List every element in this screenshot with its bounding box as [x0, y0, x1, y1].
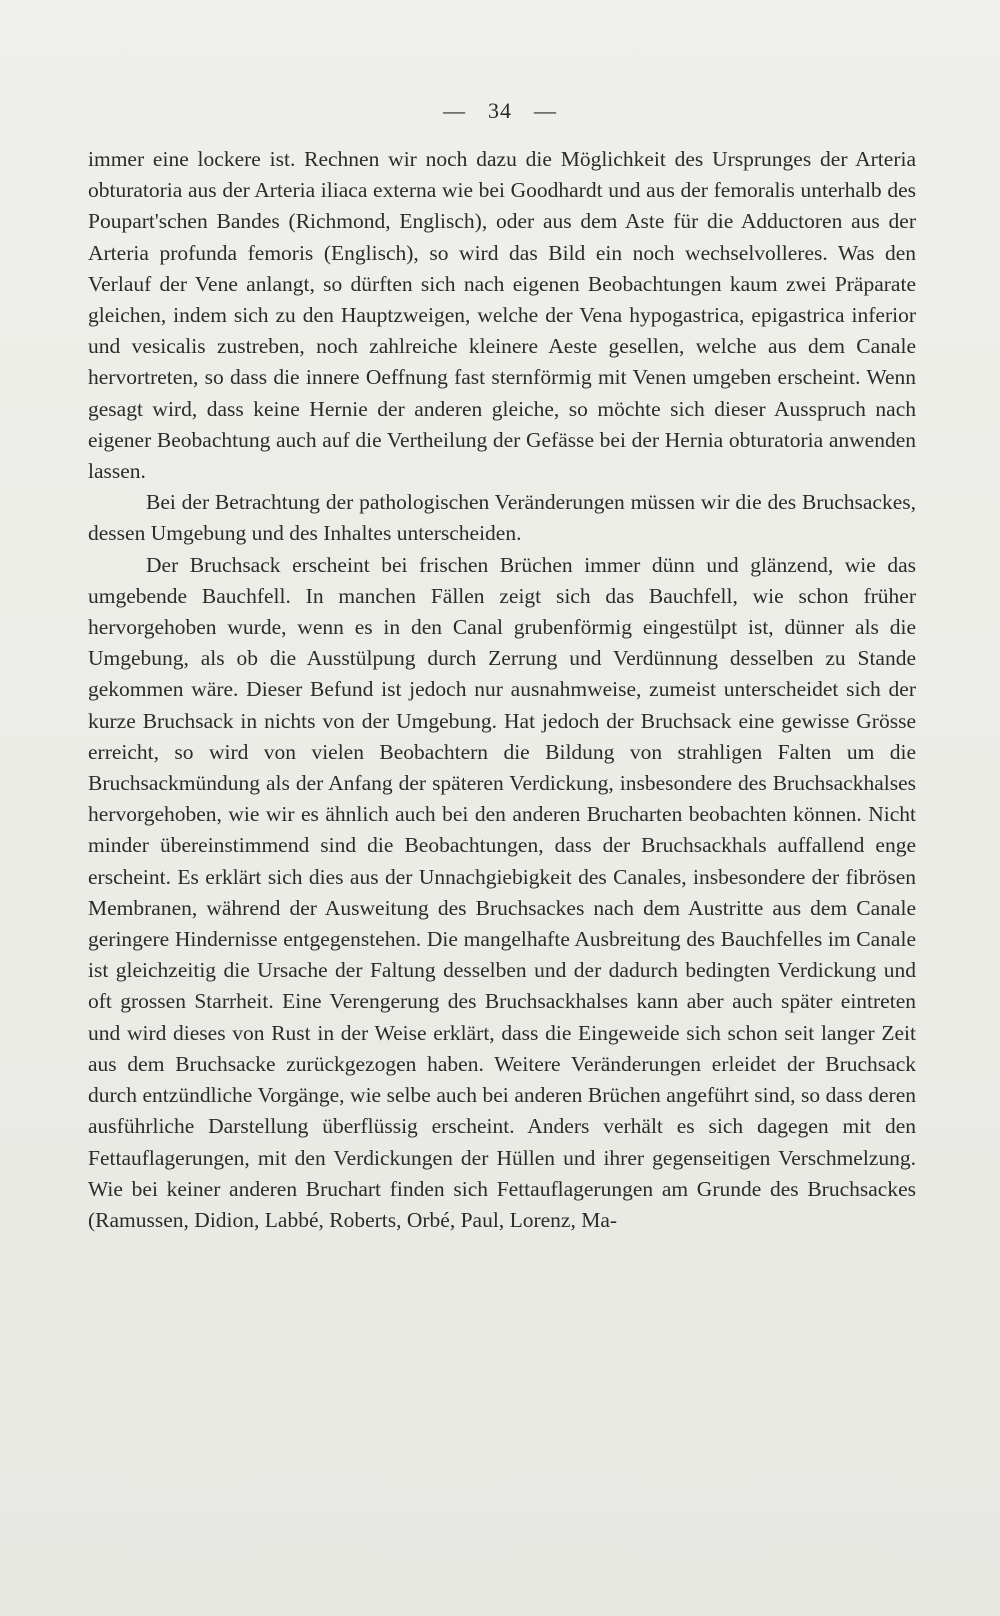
page-number-dash-right: — — [534, 98, 557, 123]
paragraph-1: immer eine lockere ist. Rechnen wir noch dazu die Möglichkeit des Ursprunges der Arteria obturatoria aus der Arteria iliaca externa wie bei Goodhardt und aus der femoralis unterhalb des Poupart'schen Bandes (Richmond, Englisch), oder aus dem Aste für die Adductoren aus der Arteria profunda femoris (Englisch), so wird das Bild ein noch wechselvolleres. Was den Verlauf der Vene anlangt, so dürften sich nach eigenen Beobachtungen kaum zwei Präparate gleichen, indem sich zu den Hauptzweigen, welche der Vena hypogastrica, epigastrica inferior und vesicalis zustreben, noch zahlreiche kleinere Aeste gesellen, welche aus dem Canale hervortreten, so dass die innere Oeffnung fast sternförmig mit Venen umgeben erscheint. Wenn gesagt wird, dass keine Hernie der anderen gleiche, so möchte sich dieser Ausspruch nach eigener Beobachtung auch auf die Vertheilung der Gefässe bei der Hernia obturatoria anwenden lassen. — [88, 147, 916, 484]
page-number — [0, 98, 1000, 124]
paragraph-3: Der Bruchsack erscheint bei frischen Brüchen immer dünn und glänzend, wie das umgebende Bauchfell. In manchen Fällen zeigt sich das Bauchfell, wie schon früher hervorgehoben wurde, wenn es in den Canal grubenförmig eingestülpt ist, dünner als die Umgebung, als ob die Ausstülpung durch Zerrung und Verdünnung desselben zu Stande gekommen wäre. Dieser Befund ist jedoch nur ausnahmweise, zumeist unterscheidet sich der kurze Bruchsack in nichts von der Umgebung. Hat jedoch der Bruchsack eine gewisse Grösse erreicht, so wird von vielen Beobachtern die Bildung von strahligen Falten um die Bruchsackmündung als der Anfang der späteren Verdickung, insbesondere des Bruchsackhalses hervorgehoben, wie wir es ähnlich auch bei den anderen Brucharten beobachten können. Nicht minder übereinstimmend sind die Beobachtungen, dass der Bruchsackhals auffallend enge erscheint. Es erklärt sich dies aus der Unnachgiebigkeit des Canales, insbesondere der fibrösen Membranen, während der Ausweitung des Bruchsackes nach dem Austritte aus dem Canale geringere Hindernisse entgegenstehen. Die mangelhafte Ausbreitung des Bauchfelles im Canale ist gleichzeitig die Ursache der Faltung desselben und der dadurch bedingten Verdickung und oft grossen Starrheit. Eine Verengerung des Bruchsackhalses kann aber auch später eintreten und wird dieses von Rust in der Weise erklärt, dass die Eingeweide sich schon seit langer Zeit aus dem Bruchsacke zurückgezogen haben. Weitere Veränderungen erleidet der Bruchsack durch entzündliche Vorgänge, wie selbe auch bei anderen Brüchen angeführt sind, so dass deren ausführliche Darstellung überflüssig erscheint. Anders verhält es sich dagegen mit den Fettauflagerungen, mit den Verdickungen der Hüllen und ihrer gegenseitigen Verschmelzung. Wie bei keiner anderen Bruchart finden sich Fettauflagerungen am Grunde des Bruchsackes (Ramussen, Didion, Labbé, Roberts, Orbé, Paul, Lorenz, Ma- — [88, 552, 916, 1232]
page-number-dash-left: — — [443, 98, 466, 123]
body-text — [88, 144, 916, 1236]
paragraph-2: Bei der Betrachtung der pathologischen Veränderungen müssen wir die des Bruchsackes, dessen Umgebung und des Inhaltes unterscheiden. — [88, 490, 916, 546]
page-number-value: 34 — [488, 98, 512, 123]
